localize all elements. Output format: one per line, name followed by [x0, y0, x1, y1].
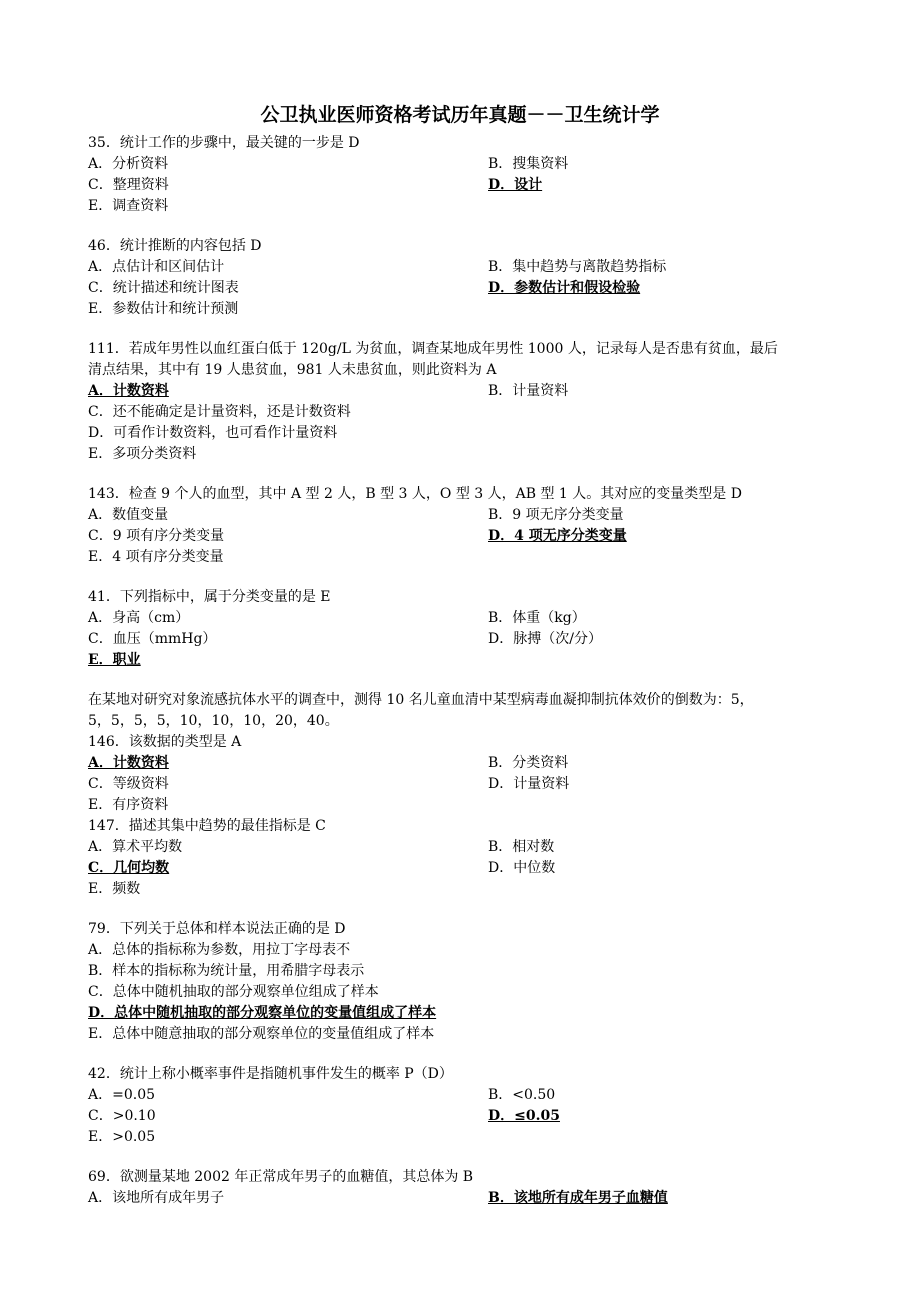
- question-35-stem: 35．统计工作的步骤中，最关键的一步是 D: [88, 135, 360, 151]
- question-111-option-e: E．多项分类资料: [88, 446, 197, 462]
- question-35-option-a: A．分析资料: [88, 156, 169, 172]
- question-41-option-e-answer: E．职业: [88, 652, 141, 668]
- question-79-stem: 79．下列关于总体和样本说法正确的是 D: [88, 921, 346, 937]
- question-42-option-d-answer: D．≤0.05: [488, 1108, 560, 1124]
- question-143-option-c: C．9 项有序分类变量: [88, 528, 225, 544]
- question-41-option-c: C．血压（mmHg）: [88, 631, 217, 647]
- question-79-option-a: A．总体的指标称为参数，用拉丁字母表不: [88, 942, 351, 958]
- question-111-option-a-answer: A．计数资料: [88, 383, 169, 399]
- question-79-option-e: E．总体中随意抽取的部分观察单位的变量值组成了样本: [88, 1026, 435, 1042]
- question-147-stem: 147．描述其集中趋势的最佳指标是 C: [88, 818, 326, 834]
- question-79-option-d-answer: D．总体中随机抽取的部分观察单位的变量值组成了样本: [88, 1005, 437, 1021]
- question-42-option-e: E．>0.05: [88, 1129, 156, 1145]
- question-46-option-e: E．参数估计和统计预测: [88, 301, 239, 317]
- question-41-stem: 41．下列指标中，属于分类变量的是 E: [88, 589, 331, 605]
- question-42-stem: 42．统计上称小概率事件是指随机事件发生的概率 P（D）: [88, 1066, 453, 1082]
- question-42-option-a: A．=0.05: [88, 1087, 156, 1103]
- shared-stem-line1: 在某地对研究对象流感抗体水平的调查中，测得 10 名儿童血清中某型病毒血凝抑制抗体效价的倒数为：5，: [88, 692, 754, 708]
- question-143-option-a: A．数值变量: [88, 507, 169, 523]
- question-143-option-b: B．9 项无序分类变量: [488, 507, 624, 523]
- question-111-stem-line2: 清点结果，其中有 19 人患贫血，981 人未患贫血，则此资料为 A: [88, 362, 497, 378]
- question-146-option-e: E．有序资料: [88, 797, 169, 813]
- question-146-option-c: C．等级资料: [88, 776, 169, 792]
- question-46-option-b: B．集中趋势与离散趋势指标: [488, 259, 667, 275]
- question-146-stem: 146．该数据的类型是 A: [88, 734, 242, 750]
- question-147-option-c-answer: C．几何均数: [88, 860, 170, 876]
- question-143-option-e: E．4 项有序分类变量: [88, 549, 224, 565]
- question-35-option-b: B．搜集资料: [488, 156, 569, 172]
- question-35-option-d-answer: D．设计: [488, 177, 543, 193]
- question-69-stem: 69．欲测量某地 2002 年正常成年男子的血糖值，其总体为 B: [88, 1169, 474, 1185]
- question-79-option-b: B．样本的指标称为统计量，用希腊字母表示: [88, 963, 365, 979]
- page-title: 公卫执业医师资格考试历年真题－－卫生统计学: [260, 104, 660, 126]
- question-41-option-b: B．体重（kg）: [488, 610, 586, 626]
- question-146-option-d: D．计量资料: [488, 776, 570, 792]
- question-46-stem: 46．统计推断的内容包括 D: [88, 238, 262, 254]
- question-147-option-e: E．频数: [88, 881, 141, 897]
- question-79-option-c: C．总体中随机抽取的部分观察单位组成了样本: [88, 984, 379, 1000]
- question-147-option-d: D．中位数: [488, 860, 556, 876]
- question-46-option-a: A．点估计和区间估计: [88, 259, 225, 275]
- question-41-option-d: D．脉搏（次/分）: [488, 631, 602, 647]
- question-147-option-a: A．算术平均数: [88, 839, 183, 855]
- question-42-option-b: B．<0.50: [488, 1087, 556, 1103]
- question-46-option-c: C．统计描述和统计图表: [88, 280, 239, 296]
- question-111-option-c: C．还不能确定是计量资料，还是计数资料: [88, 404, 351, 420]
- question-143-stem: 143．检查 9 个人的血型，其中 A 型 2 人，B 型 3 人，O 型 3 人，AB 型 1 人。其对应的变量类型是 D: [88, 486, 742, 502]
- question-111-option-b: B．计量资料: [488, 383, 569, 399]
- question-143-option-d-answer: D．4 项无序分类变量: [488, 528, 627, 544]
- question-69-option-b-answer: B．该地所有成年男子血糖值: [488, 1190, 668, 1206]
- question-146-option-a-answer: A．计数资料: [88, 755, 169, 771]
- question-147-option-b: B．相对数: [488, 839, 555, 855]
- question-146-option-b: B．分类资料: [488, 755, 569, 771]
- shared-stem-line2: 5，5，5，5，10，10，10，20，40。: [88, 713, 339, 729]
- question-111-option-d: D．可看作计数资料，也可看作计量资料: [88, 425, 338, 441]
- question-35-option-c: C．整理资料: [88, 177, 169, 193]
- question-42-option-c: C．>0.10: [88, 1108, 156, 1124]
- question-111-stem-line1: 111．若成年男性以血红蛋白低于 120g/L 为贫血，调查某地成年男性 1000 人，记录每人是否患有贫血，最后: [88, 341, 778, 357]
- question-69-option-a: A．该地所有成年男子: [88, 1190, 225, 1206]
- question-41-option-a: A．身高（cm）: [88, 610, 190, 626]
- question-35-option-e: E．调查资料: [88, 198, 169, 214]
- question-46-option-d-answer: D．参数估计和假设检验: [488, 280, 641, 296]
